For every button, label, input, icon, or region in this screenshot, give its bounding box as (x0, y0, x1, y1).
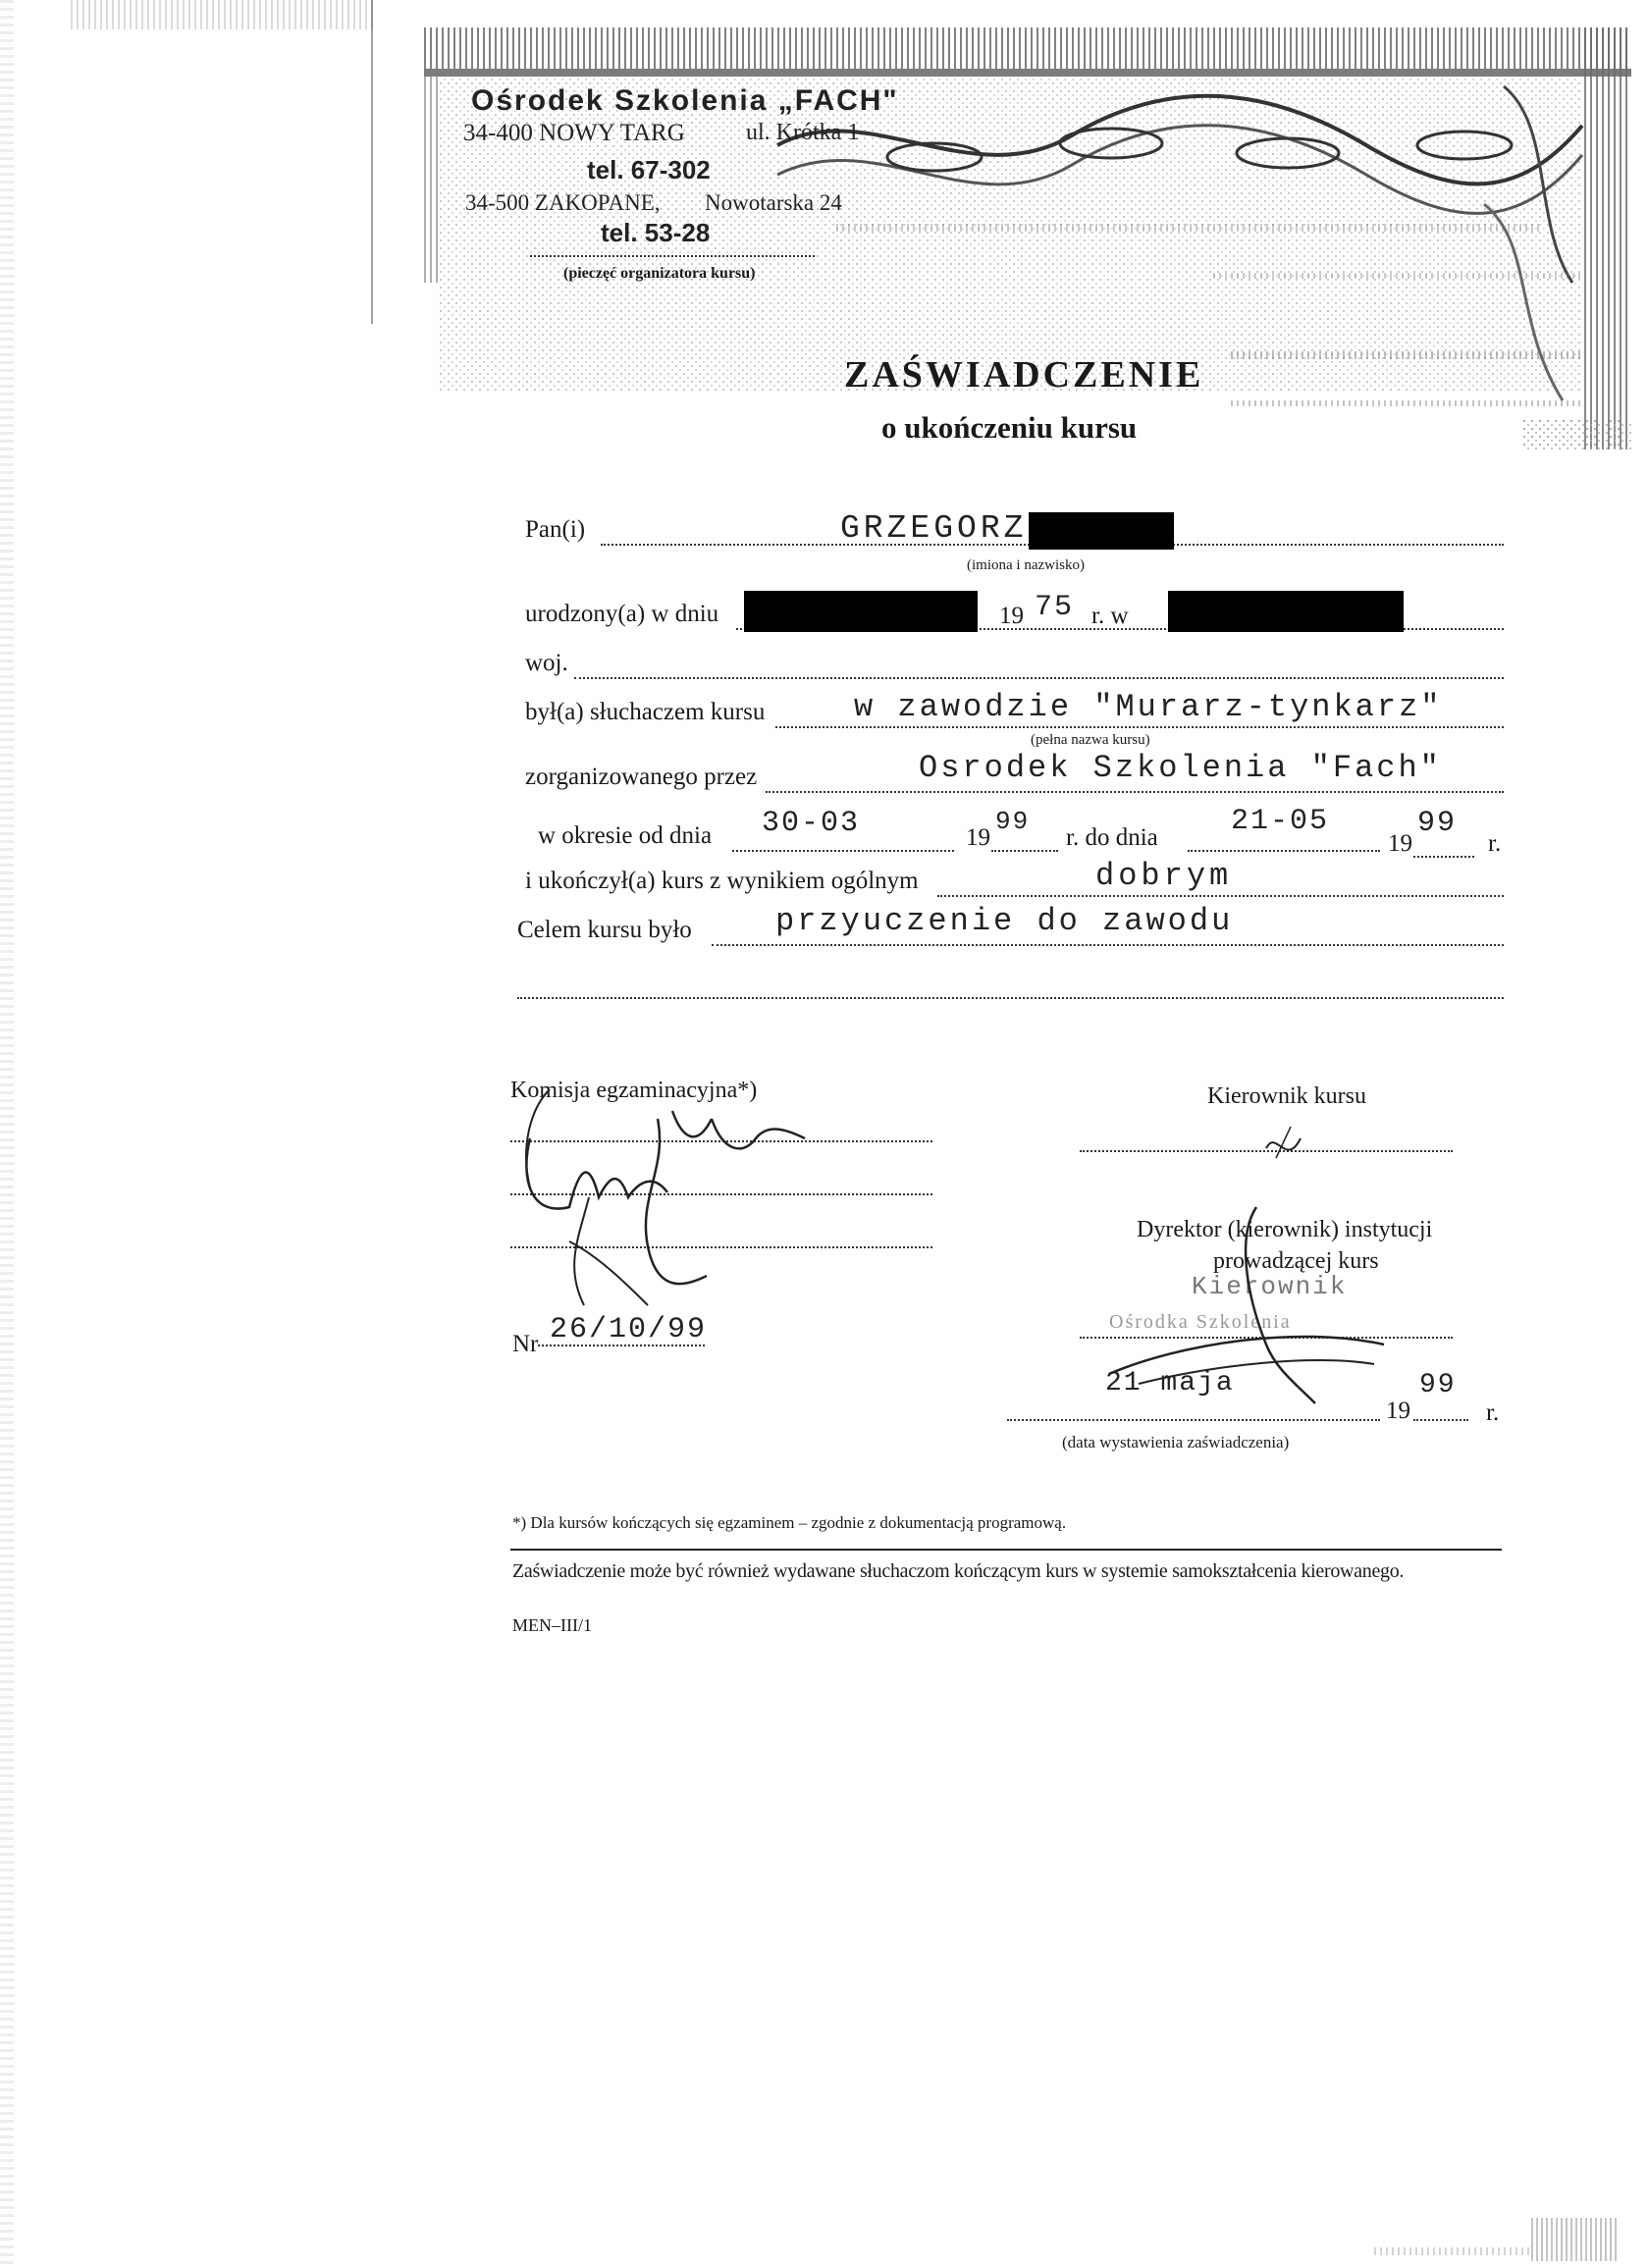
woj-label: woj. (525, 650, 568, 676)
born-year-value: 75 (1035, 591, 1075, 624)
name-caption: (imiona i nazwisko) (967, 557, 1085, 573)
period-label: w okresie od dnia (538, 822, 713, 849)
head-signature-graphic (1256, 1119, 1315, 1178)
born-r-w: r. w (1091, 603, 1129, 629)
goal-label: Celem kursu było (517, 917, 692, 943)
date-dotted-line (1007, 1419, 1380, 1421)
woj-dotted-line (574, 677, 1504, 679)
period-from-dotted-line (732, 850, 954, 852)
commission-label: Komisja egzaminacyjna*) (510, 1078, 758, 1103)
stamp-line-4a: 34-500 ZAKOPANE, (465, 190, 661, 215)
period-to-year-value: 99 (1417, 807, 1458, 840)
stamp-line-1: Ośrodek Szkolenia „FACH" (471, 84, 899, 117)
footnote: *) Dla kursów kończących się egzaminem – zgodnie z dokumentacją programową. (512, 1513, 1067, 1532)
period-from-year-value: 99 (995, 807, 1031, 836)
date-year-value: 99 (1419, 1370, 1457, 1400)
faint-stamp-1: Kierownik (1192, 1272, 1348, 1301)
goal-value: przyuczenie do zawodu (775, 903, 1234, 939)
footnote-rule (510, 1549, 1502, 1551)
result-dotted-line (937, 895, 1504, 897)
goal-dotted-line (712, 944, 1504, 946)
date-year-prefix: 19 (1386, 1398, 1410, 1424)
org-label: zorganizowanego przez (525, 764, 758, 790)
born-year-prefix: 19 (999, 603, 1024, 629)
birthdate-redaction (744, 591, 978, 632)
head-label: Kierownik kursu (1207, 1083, 1366, 1109)
born-label: urodzony(a) w dniu (525, 601, 719, 627)
period-to-value: 21-05 (1231, 805, 1330, 838)
course-caption: (pełna nazwa kursu) (1031, 732, 1150, 748)
org-value: Osrodek Szkolenia "Fach" (919, 750, 1442, 786)
period-to-label: r. do dnia (1066, 824, 1158, 851)
period-to-dotted-line (1188, 850, 1380, 852)
stamp-line-2a: 34-400 NOWY TARG (463, 120, 685, 146)
stamp-caption: (pieczęć organizatora kursu) (563, 265, 756, 282)
nr-label: Nr (512, 1331, 539, 1357)
date-r: r. (1486, 1399, 1500, 1426)
result-value: dobrym (1095, 858, 1233, 894)
period-to-year-prefix: 19 (1388, 830, 1412, 857)
scan-artifact-bottom-right (1531, 2218, 1620, 2261)
stamp-line-2b: ul. Krótka 1 (746, 120, 860, 145)
period-from-year-prefix: 19 (966, 824, 990, 851)
stamp-line-5: tel. 53-28 (601, 218, 711, 247)
page-subtitle: o ukończeniu kursu (881, 410, 1138, 445)
course-dotted-line (775, 726, 1504, 728)
period-from-value: 30-03 (762, 807, 861, 840)
scan-edge-artifact (0, 0, 14, 2268)
scan-artifact-top-left (71, 0, 375, 29)
director-label-1: Dyrektor (kierownik) instytucji (1137, 1217, 1433, 1242)
scan-artifact-bottom (1374, 2247, 1531, 2255)
name-value: GRZEGORZ (840, 510, 1028, 547)
org-dotted-line (766, 791, 1504, 793)
stamp-line-3: tel. 67-302 (587, 155, 711, 185)
course-value: w zawodzie "Murarz-tynkarz" (854, 689, 1443, 725)
form-code: MEN–III/1 (512, 1615, 592, 1635)
period-to-year-dots (1413, 856, 1474, 858)
name-redaction (1029, 512, 1174, 550)
note: Zaświadczenie może być również wydawane słuchaczom kończącym kurs w systemie samokształcenia kierowanego. (512, 1560, 1405, 1582)
page-title: ZAŚWIADCZENIE (844, 354, 1204, 396)
birthplace-redaction (1168, 591, 1404, 632)
director-label-2: prowadzącej kurs (1213, 1248, 1379, 1274)
scan-fold-line (371, 0, 373, 324)
pan-label: Pan(i) (525, 516, 586, 543)
date-value: 21 maja (1105, 1368, 1235, 1398)
period-end-r: r. (1488, 830, 1502, 857)
faint-stamp-2: Ośrodka Szkolenia (1109, 1311, 1292, 1333)
result-label: i ukończył(a) kurs z wynikiem ogólnym (525, 868, 919, 894)
commission-signature-graphic (510, 1080, 824, 1315)
course-label: był(a) słuchaczem kursu (525, 699, 766, 725)
date-caption: (data wystawienia zaświadczenia) (1062, 1433, 1290, 1451)
date-year-dots (1413, 1419, 1468, 1421)
stamp-line-4b: Nowotarska 24 (705, 190, 842, 215)
period-from-year-dots (991, 850, 1058, 852)
nr-value: 26/10/99 (550, 1313, 708, 1346)
extra-dotted-line (517, 997, 1504, 999)
stamp-underline (530, 255, 815, 257)
